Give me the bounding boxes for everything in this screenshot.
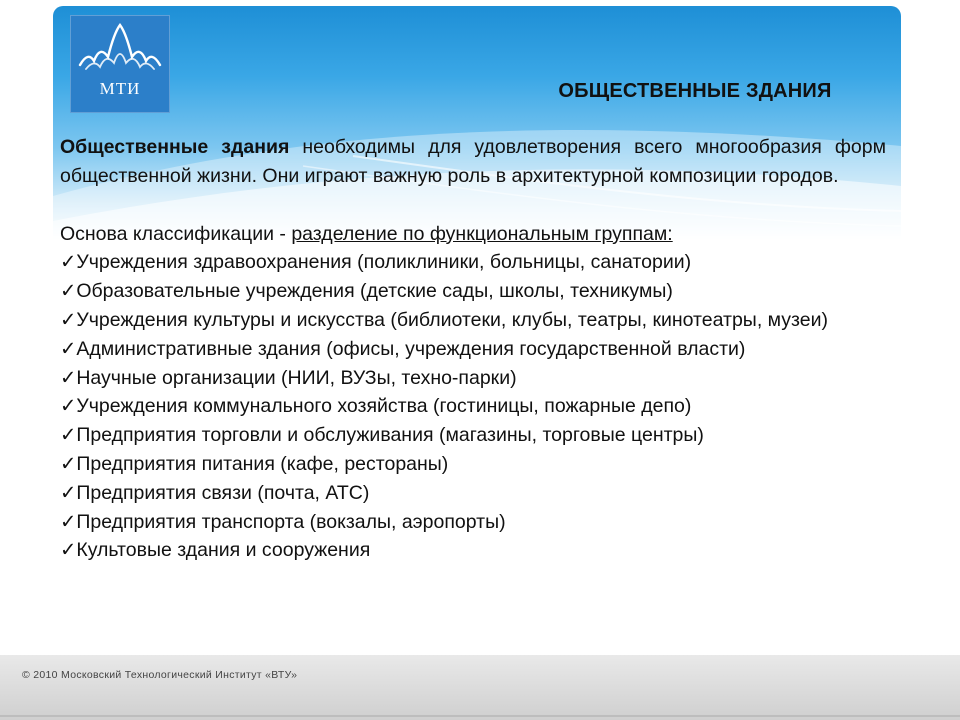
copyright-text: © 2010 Московский Технологический Институт «ВТУ» <box>22 669 298 681</box>
intro-rest: необходимы для удовлетворения всего многообразия форм общественной жизни. Они играют важную роль в архитектурной композиции городов. <box>60 136 886 187</box>
check-icon: ✓ <box>60 366 77 389</box>
group-list <box>60 248 886 565</box>
slide-content <box>60 133 886 565</box>
check-icon: ✓ <box>60 395 77 418</box>
list-item: ✓Предприятия питания (кафе, рестораны) <box>60 452 449 475</box>
intro-paragraph <box>60 133 886 191</box>
check-icon: ✓ <box>60 337 77 360</box>
list-item: ✓Административные здания (офисы, учреждения государственной власти) <box>60 337 746 360</box>
page-title: ОБЩЕСТВЕННЫЕ ЗДАНИЯ <box>558 80 832 102</box>
list-item: ✓Предприятия связи (почта, АТС) <box>60 481 370 504</box>
list-item: ✓Учреждения здравоохранения (поликлиники, больницы, санатории) <box>60 251 692 274</box>
check-icon: ✓ <box>60 539 77 562</box>
logo <box>70 15 170 113</box>
list-item: ✓Научные организации (НИИ, ВУЗы, техно-парки) <box>60 366 517 389</box>
check-icon: ✓ <box>60 481 77 504</box>
classification-basis <box>60 220 886 249</box>
check-icon: ✓ <box>60 251 77 274</box>
check-icon: ✓ <box>60 280 77 303</box>
list-item: ✓Образовательные учреждения (детские сады, школы, техникумы) <box>60 280 673 303</box>
logo-text: МТИ <box>99 79 141 98</box>
basis-underlined: разделение по функциональным группам: <box>291 222 673 245</box>
footer-divider <box>0 715 960 717</box>
check-icon: ✓ <box>60 452 77 475</box>
list-item: ✓Учреждения культуры и искусства (библиотеки, клубы, театры, кинотеатры, музеи) <box>60 308 828 331</box>
footer <box>0 655 960 720</box>
list-item: ✓Предприятия транспорта (вокзалы, аэропорты) <box>60 510 506 533</box>
list-item: ✓Культовые здания и сооружения <box>60 539 371 562</box>
intro-bold: Общественные здания <box>60 136 290 158</box>
list-item: ✓Предприятия торговли и обслуживания (магазины, торговые центры) <box>60 424 704 447</box>
basis-prefix: Основа классификации - <box>60 222 292 245</box>
list-item: ✓Учреждения коммунального хозяйства (гостиницы, пожарные депо) <box>60 395 692 418</box>
check-icon: ✓ <box>60 308 77 331</box>
check-icon: ✓ <box>60 510 77 533</box>
check-icon: ✓ <box>60 424 77 447</box>
